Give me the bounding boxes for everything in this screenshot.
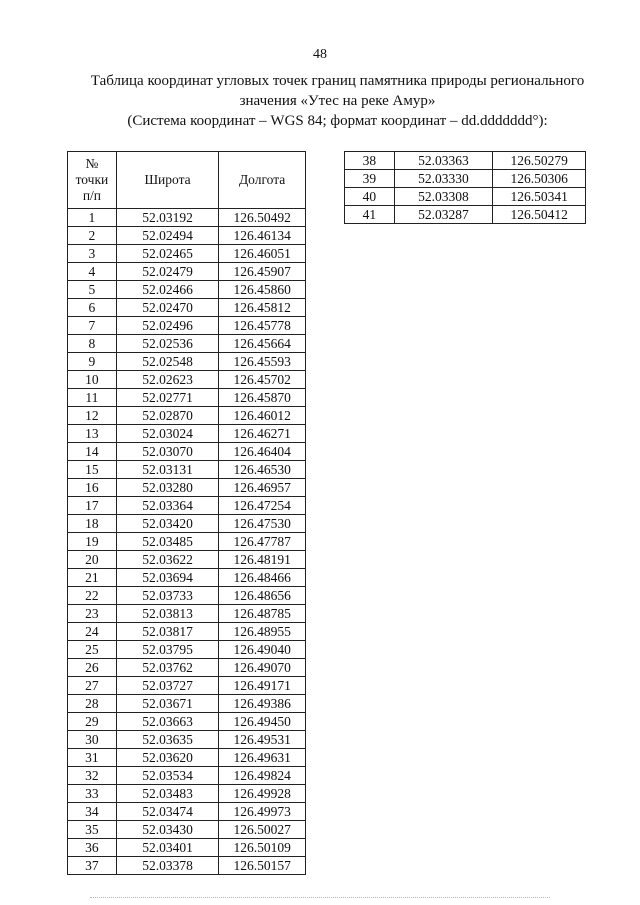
coordinates-table-left — [67, 151, 306, 875]
longitude-cell: 126.45907 — [219, 263, 306, 281]
title-line-2: значения «Утес на реке Амур» — [239, 93, 436, 109]
latitude-cell: 52.02465 — [116, 245, 218, 263]
point-number-cell: 34 — [68, 803, 117, 821]
longitude-cell: 126.46051 — [219, 245, 306, 263]
table-row — [68, 641, 306, 659]
latitude-cell: 52.03622 — [116, 551, 218, 569]
point-number-cell: 11 — [68, 389, 117, 407]
point-number-cell: 2 — [68, 227, 117, 245]
latitude-cell: 52.03483 — [116, 785, 218, 803]
point-number-cell: 23 — [68, 605, 117, 623]
longitude-cell: 126.48191 — [219, 551, 306, 569]
table-row — [68, 317, 306, 335]
longitude-cell: 126.50341 — [493, 188, 586, 206]
point-number-cell: 25 — [68, 641, 117, 659]
title-line-3: (Система координат – WGS 84; формат координат – dd.ddddddd°): — [127, 113, 548, 129]
longitude-cell: 126.50412 — [493, 206, 586, 224]
table-row — [68, 299, 306, 317]
longitude-cell: 126.48785 — [219, 605, 306, 623]
point-number-cell: 18 — [68, 515, 117, 533]
longitude-cell: 126.49531 — [219, 731, 306, 749]
point-number-cell: 13 — [68, 425, 117, 443]
latitude-cell: 52.03378 — [116, 857, 218, 875]
latitude-cell: 52.03663 — [116, 713, 218, 731]
latitude-cell: 52.03330 — [394, 170, 493, 188]
table-row — [68, 569, 306, 587]
longitude-cell: 126.45593 — [219, 353, 306, 371]
longitude-cell: 126.46012 — [219, 407, 306, 425]
table-row — [68, 389, 306, 407]
longitude-cell: 126.48955 — [219, 623, 306, 641]
table-row — [68, 245, 306, 263]
table-row — [68, 785, 306, 803]
latitude-cell: 52.02470 — [116, 299, 218, 317]
longitude-cell: 126.45870 — [219, 389, 306, 407]
table-row — [68, 533, 306, 551]
table-row — [68, 623, 306, 641]
page-number: 48 — [313, 47, 327, 62]
point-number-cell: 3 — [68, 245, 117, 263]
latitude-cell: 52.03620 — [116, 749, 218, 767]
point-number-cell: 14 — [68, 443, 117, 461]
point-number-cell: 15 — [68, 461, 117, 479]
table-row — [68, 857, 306, 875]
latitude-cell: 52.03817 — [116, 623, 218, 641]
coordinates-table-right — [344, 151, 586, 224]
table-row — [345, 206, 586, 224]
table-row — [68, 749, 306, 767]
point-number-cell: 26 — [68, 659, 117, 677]
latitude-cell: 52.02771 — [116, 389, 218, 407]
point-number-cell: 35 — [68, 821, 117, 839]
table-row — [68, 551, 306, 569]
longitude-cell: 126.49928 — [219, 785, 306, 803]
table-row — [68, 659, 306, 677]
longitude-cell: 126.49824 — [219, 767, 306, 785]
point-number-cell: 8 — [68, 335, 117, 353]
header-latitude: Широта — [116, 152, 218, 209]
latitude-cell: 52.03474 — [116, 803, 218, 821]
point-number-cell: 9 — [68, 353, 117, 371]
point-number-cell: 12 — [68, 407, 117, 425]
latitude-cell: 52.03762 — [116, 659, 218, 677]
latitude-cell: 52.02536 — [116, 335, 218, 353]
latitude-cell: 52.02494 — [116, 227, 218, 245]
point-number-cell: 28 — [68, 695, 117, 713]
point-number-cell: 20 — [68, 551, 117, 569]
point-number-cell: 7 — [68, 317, 117, 335]
latitude-cell: 52.02466 — [116, 281, 218, 299]
table-row — [68, 497, 306, 515]
latitude-cell: 52.03430 — [116, 821, 218, 839]
latitude-cell: 52.03280 — [116, 479, 218, 497]
latitude-cell: 52.03727 — [116, 677, 218, 695]
table-row — [68, 839, 306, 857]
point-number-cell: 37 — [68, 857, 117, 875]
point-number-cell: 32 — [68, 767, 117, 785]
header-num-symbol: № — [85, 156, 99, 171]
longitude-cell: 126.46271 — [219, 425, 306, 443]
latitude-cell: 52.02496 — [116, 317, 218, 335]
point-number-cell: 21 — [68, 569, 117, 587]
longitude-cell: 126.45664 — [219, 335, 306, 353]
latitude-cell: 52.03694 — [116, 569, 218, 587]
latitude-cell: 52.02548 — [116, 353, 218, 371]
header-longitude: Долгота — [219, 152, 306, 209]
point-number-cell: 36 — [68, 839, 117, 857]
table-row — [345, 188, 586, 206]
longitude-cell: 126.50306 — [493, 170, 586, 188]
table-row — [68, 407, 306, 425]
longitude-cell: 126.46134 — [219, 227, 306, 245]
latitude-cell: 52.03287 — [394, 206, 493, 224]
longitude-cell: 126.49450 — [219, 713, 306, 731]
longitude-cell: 126.49631 — [219, 749, 306, 767]
table-row — [68, 371, 306, 389]
longitude-cell: 126.46957 — [219, 479, 306, 497]
latitude-cell: 52.02623 — [116, 371, 218, 389]
point-number-cell: 6 — [68, 299, 117, 317]
longitude-cell: 126.45812 — [219, 299, 306, 317]
footer-divider — [90, 897, 550, 898]
latitude-cell: 52.03733 — [116, 587, 218, 605]
latitude-cell: 52.03364 — [116, 497, 218, 515]
point-number-cell: 31 — [68, 749, 117, 767]
longitude-cell: 126.47787 — [219, 533, 306, 551]
table-row — [68, 479, 306, 497]
table-row — [68, 515, 306, 533]
point-number-cell: 40 — [345, 188, 395, 206]
point-number-cell: 1 — [68, 209, 117, 227]
longitude-cell: 126.50109 — [219, 839, 306, 857]
point-number-cell: 19 — [68, 533, 117, 551]
table-row — [68, 209, 306, 227]
longitude-cell: 126.48466 — [219, 569, 306, 587]
longitude-cell: 126.45778 — [219, 317, 306, 335]
longitude-cell: 126.45860 — [219, 281, 306, 299]
point-number-cell: 4 — [68, 263, 117, 281]
table-header-row — [68, 152, 306, 209]
latitude-cell: 52.03192 — [116, 209, 218, 227]
table-row — [68, 227, 306, 245]
table-row — [68, 821, 306, 839]
table-row — [68, 605, 306, 623]
point-number-cell: 24 — [68, 623, 117, 641]
header-point-number — [68, 152, 117, 209]
header-num-abbr: п/п — [82, 188, 102, 203]
table-row — [68, 353, 306, 371]
longitude-cell: 126.49973 — [219, 803, 306, 821]
latitude-cell: 52.03363 — [394, 152, 493, 170]
table-row — [68, 587, 306, 605]
latitude-cell: 52.03795 — [116, 641, 218, 659]
point-number-cell: 27 — [68, 677, 117, 695]
point-number-cell: 16 — [68, 479, 117, 497]
table-row — [68, 731, 306, 749]
longitude-cell: 126.47254 — [219, 497, 306, 515]
longitude-cell: 126.47530 — [219, 515, 306, 533]
table-row — [68, 767, 306, 785]
point-number-cell: 10 — [68, 371, 117, 389]
latitude-cell: 52.02870 — [116, 407, 218, 425]
longitude-cell: 126.50279 — [493, 152, 586, 170]
latitude-cell: 52.03813 — [116, 605, 218, 623]
table-row — [68, 803, 306, 821]
point-number-cell: 38 — [345, 152, 395, 170]
point-number-cell: 33 — [68, 785, 117, 803]
point-number-cell: 5 — [68, 281, 117, 299]
document-title — [60, 71, 615, 131]
header-num-word: точки — [75, 172, 109, 187]
table-row — [68, 443, 306, 461]
point-number-cell: 17 — [68, 497, 117, 515]
point-number-cell: 39 — [345, 170, 395, 188]
table-row — [68, 281, 306, 299]
latitude-cell: 52.03401 — [116, 839, 218, 857]
title-line-1: Таблица координат угловых точек границ памятника природы регионального — [90, 73, 585, 89]
point-number-cell: 41 — [345, 206, 395, 224]
latitude-cell: 52.03070 — [116, 443, 218, 461]
latitude-cell: 52.03485 — [116, 533, 218, 551]
table-row — [68, 335, 306, 353]
table-row — [68, 263, 306, 281]
table-row — [68, 713, 306, 731]
latitude-cell: 52.03671 — [116, 695, 218, 713]
table-row — [68, 425, 306, 443]
longitude-cell: 126.45702 — [219, 371, 306, 389]
table-row — [345, 170, 586, 188]
latitude-cell: 52.03420 — [116, 515, 218, 533]
longitude-cell: 126.49386 — [219, 695, 306, 713]
latitude-cell: 52.03308 — [394, 188, 493, 206]
point-number-cell: 30 — [68, 731, 117, 749]
longitude-cell: 126.48656 — [219, 587, 306, 605]
table-row — [345, 152, 586, 170]
latitude-cell: 52.03635 — [116, 731, 218, 749]
table-row — [68, 677, 306, 695]
longitude-cell: 126.49040 — [219, 641, 306, 659]
longitude-cell: 126.49070 — [219, 659, 306, 677]
point-number-cell: 29 — [68, 713, 117, 731]
table-row — [68, 695, 306, 713]
longitude-cell: 126.49171 — [219, 677, 306, 695]
longitude-cell: 126.46404 — [219, 443, 306, 461]
latitude-cell: 52.03131 — [116, 461, 218, 479]
point-number-cell: 22 — [68, 587, 117, 605]
table-row — [68, 461, 306, 479]
longitude-cell: 126.50492 — [219, 209, 306, 227]
latitude-cell: 52.03024 — [116, 425, 218, 443]
latitude-cell: 52.03534 — [116, 767, 218, 785]
longitude-cell: 126.46530 — [219, 461, 306, 479]
latitude-cell: 52.02479 — [116, 263, 218, 281]
longitude-cell: 126.50027 — [219, 821, 306, 839]
longitude-cell: 126.50157 — [219, 857, 306, 875]
